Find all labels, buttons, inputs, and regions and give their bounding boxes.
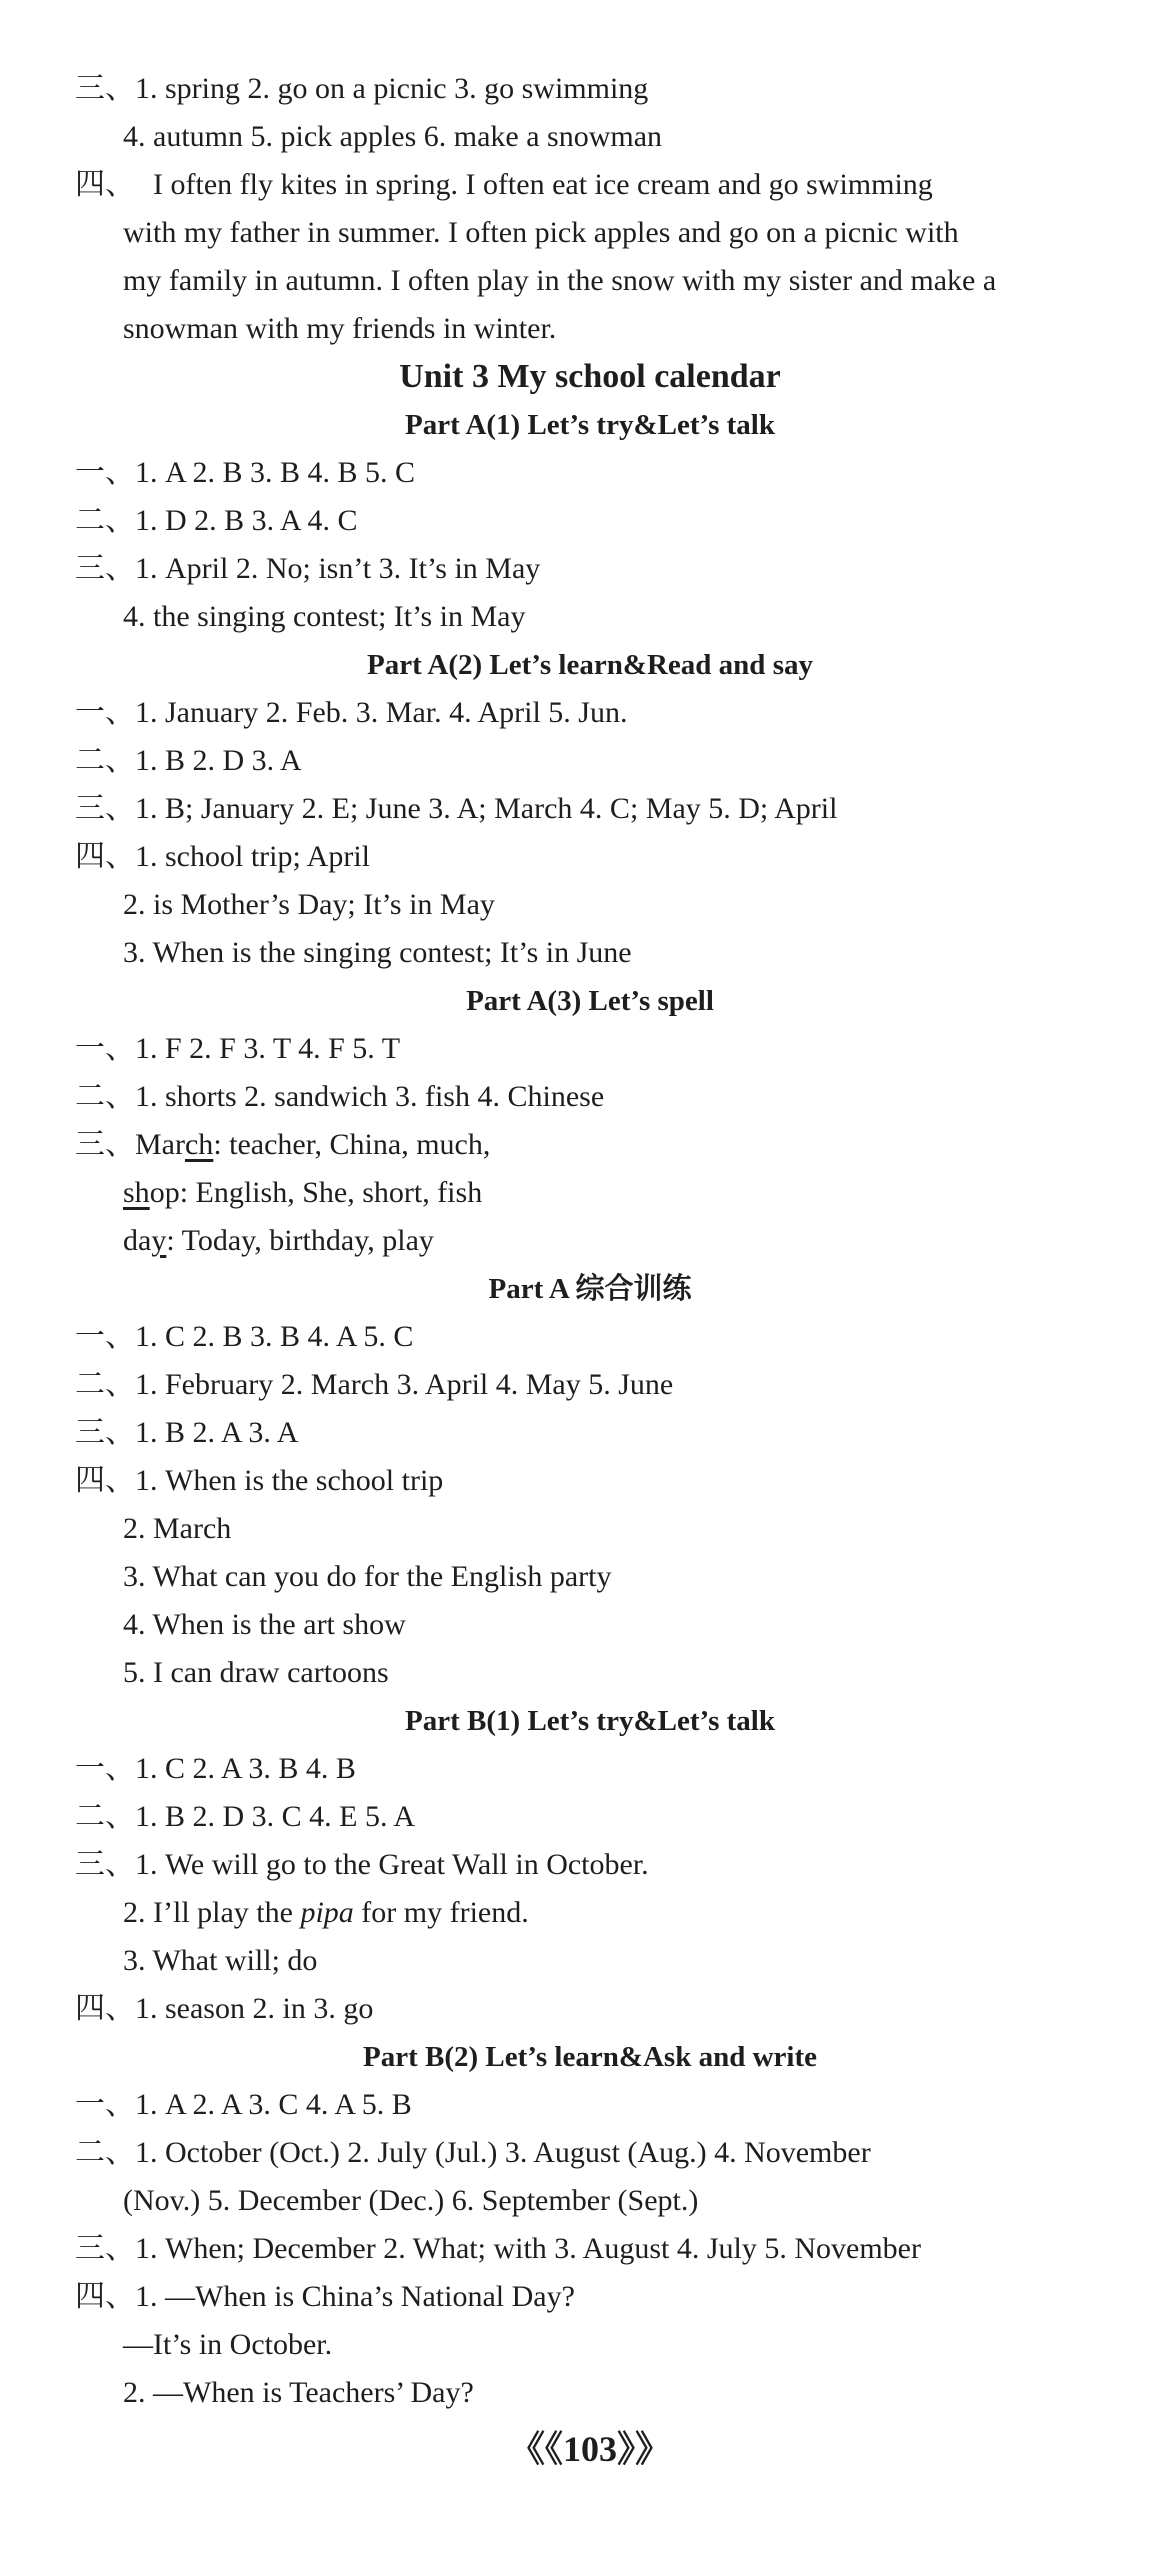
section-heading: Part B(2) Let’s learn&Ask and write — [363, 2041, 817, 2073]
line: 4. When is the art show — [123, 1608, 406, 1641]
line: snowman with my friends in winter. — [123, 312, 557, 345]
line: 二、1. B 2. D 3. C 4. E 5. A — [75, 1800, 416, 1833]
line: 三、1. When; December 2. What; with 3. August 4. July 5. November — [75, 2232, 921, 2265]
page-number: 《《103》》 — [508, 2429, 671, 2469]
line: 5. I can draw cartoons — [123, 1656, 389, 1689]
line: 四、1. school trip; April — [75, 840, 370, 873]
section-heading: Part A(3) Let’s spell — [466, 985, 714, 1017]
line: 二、1. B 2. D 3. A — [75, 744, 302, 777]
line: 一、1. F 2. F 3. T 4. F 5. T — [75, 1032, 401, 1065]
line: 2. —When is Teachers’ Day? — [123, 2376, 474, 2409]
line: 一、1. A 2. A 3. C 4. A 5. B — [75, 2088, 412, 2121]
line: 3. What can you do for the English party — [123, 1560, 612, 1593]
line: 一、1. January 2. Feb. 3. Mar. 4. April 5. Jun. — [75, 696, 628, 729]
line: my family in autumn. I often play in the snow with my sister and make a — [123, 264, 997, 297]
line: 4. autumn 5. pick apples 6. make a snowman — [123, 120, 663, 153]
line: 四、1. season 2. in 3. go — [75, 1992, 374, 2025]
section-heading: Part A(2) Let’s learn&Read and say — [367, 649, 813, 681]
line: (Nov.) 5. December (Dec.) 6. September (Sept.) — [123, 2184, 699, 2217]
section-heading: Part A 综合训练 — [488, 1273, 692, 1305]
line: 一、1. A 2. B 3. B 4. B 5. C — [75, 456, 416, 489]
line: with my father in summer. I often pick apples and go on a picnic with — [123, 216, 959, 249]
line: 四、1. —When is China’s National Day? — [75, 2280, 575, 2313]
unit-title: Unit 3 My school calendar — [399, 358, 781, 395]
line: 三、1. April 2. No; isn’t 3. It’s in May — [75, 552, 541, 585]
line: 2. is Mother’s Day; It’s in May — [123, 888, 495, 921]
line: 四、 I often fly kites in spring. I often eat ice cream and go swimming — [75, 168, 933, 201]
line: 二、1. February 2. March 3. April 4. May 5. June — [75, 1368, 674, 1401]
line: —It’s in October. — [123, 2328, 333, 2361]
line: 三、March: teacher, China, much, — [75, 1128, 491, 1161]
section-heading: Part B(1) Let’s try&Let’s talk — [405, 1705, 775, 1737]
line: 一、1. C 2. A 3. B 4. B — [75, 1752, 356, 1785]
line: 4. the singing contest; It’s in May — [123, 600, 526, 633]
line: 2. I’ll play the pipa for my friend. — [123, 1896, 529, 1929]
line: 二、1. D 2. B 3. A 4. C — [75, 504, 358, 537]
line: 三、1. B; January 2. E; June 3. A; March 4. C; May 5. D; April — [75, 792, 838, 825]
line: 2. March — [123, 1512, 232, 1545]
line: 三、1. We will go to the Great Wall in October. — [75, 1848, 649, 1881]
line: 3. What will; do — [123, 1944, 318, 1977]
section-heading: Part A(1) Let’s try&Let’s talk — [405, 409, 775, 441]
line: 三、1. B 2. A 3. A — [75, 1416, 299, 1449]
line: 一、1. C 2. B 3. B 4. A 5. C — [75, 1320, 414, 1353]
line: 二、1. shorts 2. sandwich 3. fish 4. Chinese — [75, 1080, 605, 1113]
line: 三、1. spring 2. go on a picnic 3. go swimming — [75, 72, 649, 105]
line: shop: English, She, short, fish — [123, 1176, 483, 1209]
line: 3. When is the singing contest; It’s in June — [123, 936, 632, 969]
line: day: Today, birthday, play — [123, 1224, 434, 1257]
line: 二、1. October (Oct.) 2. July (Jul.) 3. August (Aug.) 4. November — [75, 2136, 871, 2169]
line: 四、1. When is the school trip — [75, 1464, 444, 1497]
